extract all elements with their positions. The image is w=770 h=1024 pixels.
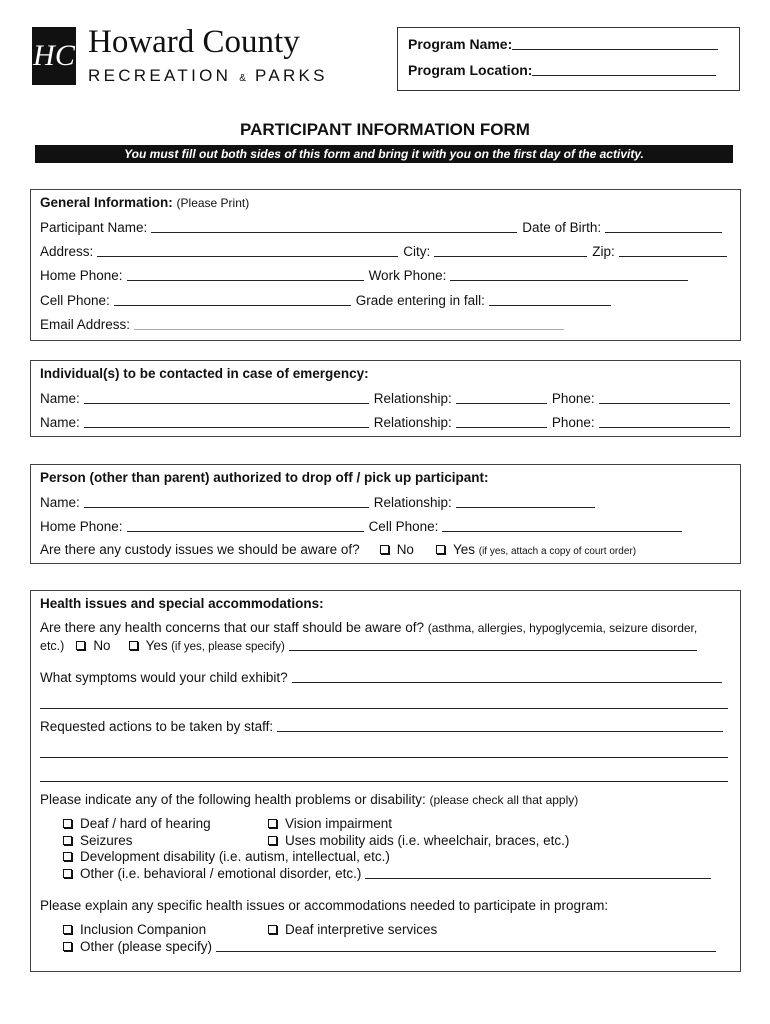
logo-sub-a: RECREATION: [88, 66, 232, 85]
emergency-heading: Individual(s) to be contacted in case of emergency:: [40, 366, 369, 381]
health-concerns-note: (asthma, allergies, hypoglycemia, seizure disorder,: [427, 621, 698, 635]
custody-question: Are there any custody issues we should be aware of?: [40, 542, 360, 557]
seizures-checkbox[interactable]: [63, 836, 72, 845]
participant-name-label: Participant Name:: [40, 220, 148, 235]
symptoms-label: What symptoms would your child exhibit?: [40, 670, 288, 685]
mobility-checkbox[interactable]: [268, 836, 277, 845]
custody-no-checkbox[interactable]: [380, 545, 389, 554]
pickup-relationship-field[interactable]: [456, 494, 595, 508]
seizures-label: Seizures: [80, 833, 133, 848]
custody-yes-label: Yes: [452, 542, 475, 557]
deaf-checkbox[interactable]: [63, 819, 72, 828]
explain-label: Please explain any specific health issues or accommodations needed to participate in program:: [40, 898, 609, 913]
vision-checkbox[interactable]: [268, 819, 277, 828]
home-phone-label: Home Phone:: [40, 268, 123, 283]
other-accommodation-label: Other (please specify): [80, 939, 213, 954]
pickup-cell-phone-label: Cell Phone:: [368, 519, 439, 534]
health-yes-note: (if yes, please specify): [171, 641, 285, 653]
pickup-heading: Person (other than parent) authorized to drop off / pick up participant:: [40, 470, 489, 485]
program-box: [397, 27, 740, 91]
mobility-label: Uses mobility aids (i.e. wheelchair, braces, etc.): [285, 833, 570, 848]
pickup-home-phone-label: Home Phone:: [40, 519, 123, 534]
general-heading: General Information:: [40, 195, 173, 210]
emergency-relationship-field-1[interactable]: [456, 390, 547, 404]
other-accommodation-checkbox[interactable]: [63, 942, 72, 951]
emergency-name-label: Name:: [40, 415, 80, 430]
program-location-label: Program Location:: [408, 62, 533, 78]
logo-name: Howard County: [88, 24, 300, 60]
emergency-name-field-2[interactable]: [84, 414, 369, 428]
health-specify-field[interactable]: [289, 637, 697, 651]
development-label: Development disability (i.e. autism, intellectual, etc.): [80, 849, 390, 864]
work-phone-label: Work Phone:: [368, 268, 447, 283]
health-concerns-question: Are there any health concerns that our staff should be aware of?: [40, 620, 424, 635]
email-field[interactable]: [134, 316, 564, 330]
address-field[interactable]: [97, 243, 398, 257]
emergency-name-field-1[interactable]: [84, 390, 369, 404]
development-checkbox[interactable]: [63, 852, 72, 861]
zip-label: Zip:: [592, 244, 615, 259]
cell-phone-label: Cell Phone:: [40, 293, 110, 308]
emergency-phone-field-1[interactable]: [599, 390, 730, 404]
program-location-field[interactable]: [532, 62, 716, 76]
logo-mark: HC: [32, 27, 76, 85]
program-name-field[interactable]: [512, 36, 718, 50]
emergency-relationship-label: Relationship:: [373, 391, 452, 406]
emergency-relationship-label: Relationship:: [373, 415, 452, 430]
general-heading-note: (Please Print): [176, 196, 250, 210]
program-name-label: Program Name:: [408, 36, 513, 52]
emergency-phone-field-2[interactable]: [599, 414, 730, 428]
deaf-label: Deaf / hard of hearing: [80, 816, 211, 831]
pickup-name-field[interactable]: [84, 494, 369, 508]
actions-field-line-3[interactable]: [40, 781, 728, 782]
emergency-name-label: Name:: [40, 391, 80, 406]
inclusion-label: Inclusion Companion: [80, 922, 207, 937]
health-yes-label: Yes: [145, 638, 168, 653]
actions-field-line-2[interactable]: [40, 757, 728, 758]
participant-name-field[interactable]: [151, 219, 517, 233]
logo-subtitle: [88, 66, 328, 86]
zip-field[interactable]: [619, 243, 727, 257]
actions-field[interactable]: [277, 718, 723, 732]
indicate-note: (please check all that apply): [429, 793, 579, 807]
interpretive-checkbox[interactable]: [268, 925, 277, 934]
grade-field[interactable]: [489, 292, 611, 306]
inclusion-checkbox[interactable]: [63, 925, 72, 934]
health-heading: Health issues and special accommodations:: [40, 596, 324, 611]
work-phone-field[interactable]: [450, 267, 688, 281]
vision-label: Vision impairment: [285, 816, 393, 831]
custody-yes-checkbox[interactable]: [436, 545, 445, 554]
pickup-cell-phone-field[interactable]: [442, 518, 682, 532]
logo-sub-b: PARKS: [254, 66, 328, 85]
custody-no-label: No: [396, 542, 414, 557]
address-label: Address:: [40, 244, 94, 259]
cell-phone-field[interactable]: [114, 292, 351, 306]
home-phone-field[interactable]: [127, 267, 364, 281]
instruction-banner: You must fill out both sides of this form and bring it with you on the first day of the activity.: [35, 145, 733, 163]
other-condition-field[interactable]: [365, 865, 711, 879]
page-title: PARTICIPANT INFORMATION FORM: [240, 120, 530, 139]
interpretive-label: Deaf interpretive services: [285, 922, 438, 937]
health-etc: etc.): [40, 639, 65, 653]
indicate-label: Please indicate any of the following health problems or disability:: [40, 792, 426, 807]
actions-label: Requested actions to be taken by staff:: [40, 719, 274, 734]
emergency-phone-label: Phone:: [551, 391, 595, 406]
grade-label: Grade entering in fall:: [355, 293, 485, 308]
emergency-phone-label: Phone:: [551, 415, 595, 430]
logo-amp: &: [239, 73, 247, 84]
email-label: Email Address:: [40, 317, 131, 332]
health-yes-checkbox[interactable]: [129, 641, 138, 650]
city-field[interactable]: [434, 243, 587, 257]
health-no-checkbox[interactable]: [76, 641, 85, 650]
symptoms-field[interactable]: [292, 669, 722, 683]
pickup-name-label: Name:: [40, 495, 80, 510]
pickup-relationship-label: Relationship:: [373, 495, 452, 510]
symptoms-field-line-2[interactable]: [40, 708, 728, 709]
other-condition-label: Other (i.e. behavioral / emotional disorder, etc.): [80, 866, 362, 881]
emergency-relationship-field-2[interactable]: [456, 414, 547, 428]
dob-field[interactable]: [605, 219, 722, 233]
health-no-label: No: [93, 638, 111, 653]
other-condition-checkbox[interactable]: [63, 869, 72, 878]
pickup-home-phone-field[interactable]: [127, 518, 364, 532]
custody-yes-note: (if yes, attach a copy of court order): [478, 546, 637, 557]
city-label: City:: [403, 244, 431, 259]
other-accommodation-field[interactable]: [216, 938, 716, 952]
dob-label: Date of Birth:: [522, 220, 602, 235]
